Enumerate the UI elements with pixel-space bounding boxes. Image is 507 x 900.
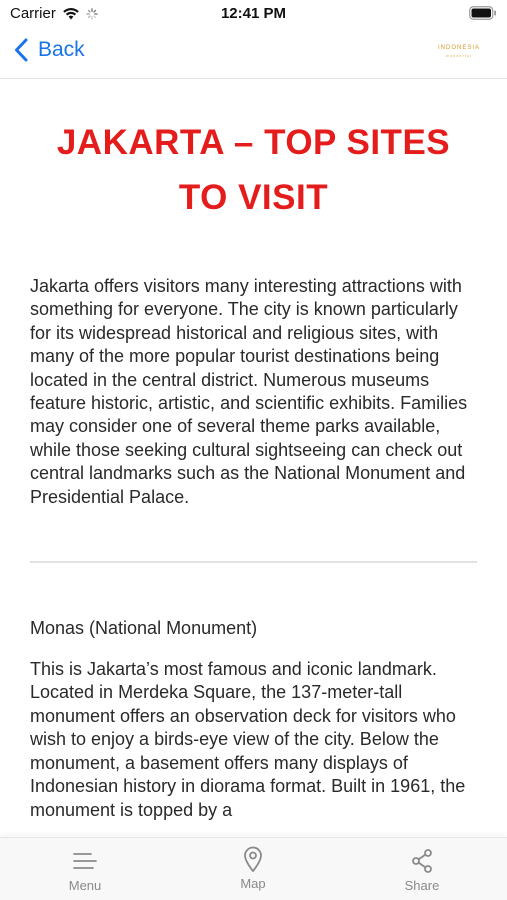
menu-icon [71,850,99,872]
section-body: This is Jakarta’s most famous and iconic landmark. Located in Merdeka Square, the 137-meter-tall monument offers an observation deck for visitors who wish to enjoy a birds-eye view of the city. Below the monument, a basement offers many displays of Indonesian history in diorama format. Built in 1961, the monument is topped by a [30,659,466,820]
tab-menu-label: Menu [68,878,102,893]
back-label: Back [38,38,85,61]
status-time: 12:41 PM [220,5,287,22]
page-title: JAKARTA – TOP SITES TO VISIT [56,123,451,217]
section-heading: Monas (National Monument) [30,618,258,639]
section-divider [30,561,477,563]
status-bar [0,0,507,28]
article-content[interactable] [0,79,507,838]
battery-icon [469,6,497,20]
tab-map[interactable] [208,844,298,891]
brand-logo [433,45,485,59]
tab-menu[interactable] [40,846,130,893]
tab-share[interactable] [377,846,467,893]
tab-map-label: Map [240,876,266,891]
logo-subtext: wonderful [445,53,473,58]
tab-share-label: Share [404,878,440,893]
chevron-left-icon [14,38,28,62]
carrier-label: Carrier [10,5,56,22]
navigation-bar [0,28,507,79]
share-icon [410,848,434,874]
map-pin-icon [242,845,264,873]
intro-paragraph: Jakarta offers visitors many interesting attractions with something for everyone. The city is known particularly for its widespread historical and religious sites, with many of the more popular tourist destinations being located in the central district. Numerous museums feature historic, artistic, and scientific exhibits. Families may consider one of several theme parks available, while those seeking cultural sightseeing can check out central landmarks such as the National Monument and Presidential Palace. [30,276,468,507]
logo-text: INDONESIA [437,45,480,51]
tab-bar [0,837,507,900]
back-button[interactable] [14,38,85,62]
